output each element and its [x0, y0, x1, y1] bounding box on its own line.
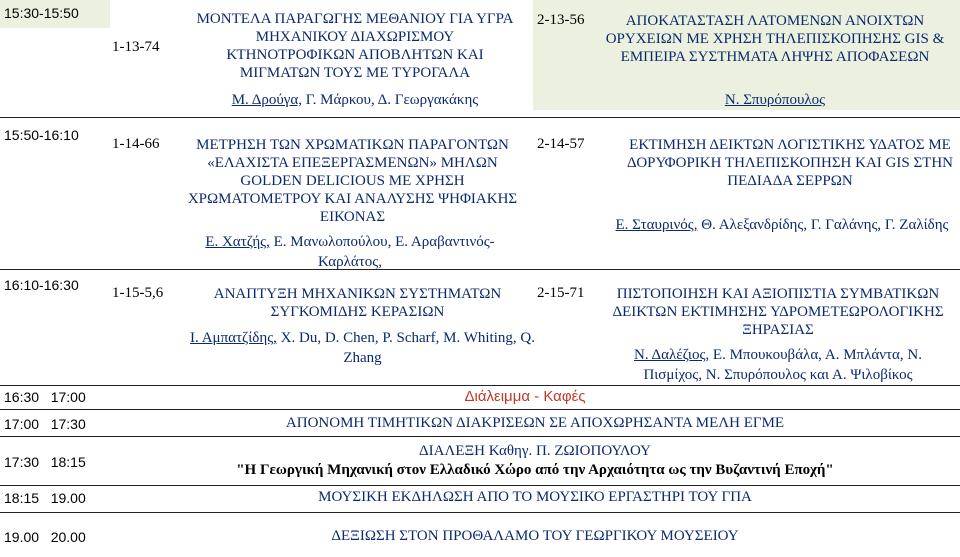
- paper-code: 1-15-5,6: [112, 285, 164, 301]
- reception-label: ΔΕΞΙΩΣΗ ΣΤΟΝ ΠΡΟΘΑΛΑΜΟ ΤΟΥ ΓΕΩΡΓΙΚΟΥ ΜΟΥΣΕΙΟΥ: [331, 528, 739, 544]
- coauthor-names: Θ. Αλεξανδρίδης, Γ. Γαλάνης, Γ. Ζαλίδης: [697, 217, 949, 233]
- row-time: 17:00 17:30: [4, 416, 86, 432]
- coauthor-names: Ε. Μανωλοπούλου, Ε. Αραβαντινός-Καρλάτος,: [269, 234, 495, 270]
- paper-title: ΑΝΑΠΤΥΞΗ ΜΗΧΑΝΙΚΩΝ ΣΥΣΤΗΜΑΤΩΝ ΣΥΓΚΟΜΙΔΗΣ ΚΕΡΑΣΙΩΝ: [213, 286, 502, 320]
- paper-title: ΜΕΤΡΗΣΗ ΤΩΝ ΧΡΩΜΑΤΙΚΩΝ ΠΑΡΑΓΟΝΤΩΝ «ΕΛΑΧΙΣΤΑ ΕΠΕΞΕΡΓΑΣΜΕΝΩΝ» ΜΗΛΩΝ GOLDEN DELICIOUS ΜΕ ΧΡΗΣΗ ΧΡΩΜΑΤΟΜΕΤΡΟΥ ΚΑΙ ΑΝΑΛΥΣΗΣ ΨΗΦΙΑΚΗΣ ΕΙΚΟΝΑΣ: [187, 137, 518, 225]
- lecture-speaker: ΔΙΑΛΕΞΗ Καθηγ. Π. ΖΩΙΟΠΟΥΛΟΥ: [419, 443, 651, 459]
- row-time: 16:10-16:30: [4, 277, 79, 293]
- row-divider: [0, 512, 960, 513]
- paper-title: ΑΠΟΚΑΤΑΣΤΑΣΗ ΛΑΤΟΜΕΝΩΝ ΑΝΟΙΧΤΩΝ ΟΡΥΧΕΙΩΝ ΜΕ ΧΡΗΣΗ ΤΗΛΕΠΙΣΚΟΠΗΣΗΣ GIS & ΕΜΠΕΙΡΑ ΣΥΣΤΗΜΑΤΑ ΛΗΨΗΣ ΑΠΟΦΑΣΕΩΝ: [605, 13, 945, 65]
- paper-title: ΠΙΣΤΟΠΟΙΗΣΗ ΚΑΙ ΑΞΙΟΠΙΣΤΙΑ ΣΥΜΒΑΤΙΚΩΝ ΔΕΙΚΤΩΝ ΕΚΤΙΜΗΣΗΣ ΥΔΡΟΜΕΤΕΩΡΟΛΟΓΙΚΗΣ ΞΗΡΑΣΙΑΣ: [612, 286, 944, 338]
- paper-authors: [180, 232, 520, 272]
- row-time: 18:15 19.00: [4, 490, 86, 506]
- row-time: 19.00 20.00: [4, 529, 86, 545]
- paper-authors: [190, 90, 520, 110]
- coffee-break-label: Διάλειμμα - Καφές: [464, 388, 586, 405]
- row-divider: [0, 385, 960, 386]
- paper-title: ΕΚΤΙΜΗΣΗ ΔΕΙΚΤΩΝ ΛΟΓΙΣΤΙΚΗΣ ΥΔΑΤΟΣ ΜΕ ΔΟΡΥΦΟΡΙΚΗ ΤΗΛΕΠΙΣΚΟΠΗΣΗ ΚΑΙ GIS ΣΤΗΝ ΠΕΔΙΑΔΑ ΣΕΡΡΩΝ: [626, 137, 954, 189]
- row-divider: [0, 117, 960, 118]
- row-divider: [0, 409, 960, 410]
- music-event-label: ΜΟΥΣΙΚΗ ΕΚΔΗΛΩΣΗ ΑΠΟ ΤΟ ΜΟΥΣΙΚΟ ΕΡΓΑΣΤΗΡΙ ΤΟΥ ΓΠΑ: [318, 489, 752, 505]
- presenter-name: Ε. Σταυρινός,: [615, 217, 698, 233]
- presenter-name: Μ. Δρούγα,: [231, 92, 303, 108]
- row-time: 15:30-15:50: [4, 5, 79, 21]
- lecture-topic: "Η Γεωργική Μηχανική στον Ελλαδικό Χώρο από την Αρχαιότητα ως την Βυζαντινή Εποχή": [236, 462, 834, 478]
- paper-code: 2-15-71: [537, 285, 585, 301]
- paper-title: ΜΟΝΤΕΛΑ ΠΑΡΑΓΩΓΗΣ ΜΕΘΑΝΙΟΥ ΓΙΑ ΥΓΡΑ ΜΗΧΑΝΙΚΟΥ ΔΙΑΧΩΡΙΣΜΟΥ ΚΤΗΝΟΤΡΟΦΙΚΩΝ ΑΠΟΒΛΗΤΩΝ ΚΑΙ ΜΙΓΜΑΤΩΝ ΤΟΥΣ ΜΕ ΤΥΡΟΓΑΛΑ: [196, 11, 514, 81]
- row-divider: [0, 269, 960, 270]
- presenter-name: Ν. Σπυρόπουλος: [724, 92, 826, 108]
- paper-authors: [608, 215, 956, 235]
- row-time: 15:50-16:10: [4, 127, 79, 143]
- coauthor-names: X. Du, D. Chen, P. Scharf, M. Whiting, Q. Zhang: [276, 330, 535, 366]
- presenter-name: Ε. Χατζής,: [205, 234, 270, 250]
- row-time: 17:30 18:15: [4, 454, 86, 470]
- paper-code: 2-13-56: [537, 12, 585, 28]
- presenter-name: Ι. Αμπατζίδης,: [190, 330, 277, 346]
- paper-code: 1-13-74: [112, 39, 160, 55]
- paper-authors: [600, 90, 950, 110]
- row-divider: [0, 485, 960, 486]
- coauthor-names: Ε. Μπουκουβάλα, Α. Μπλάντα, Ν. Πισμίχος, Ν. Σπυρόπουλος και Α. Ψιλοβίκος: [643, 347, 922, 383]
- paper-authors: [190, 328, 535, 368]
- row-divider: [0, 436, 960, 437]
- paper-authors: [608, 345, 948, 385]
- paper-code: 2-14-57: [537, 136, 585, 152]
- row-time: 16:30 17:00: [4, 389, 86, 405]
- coauthor-names: Γ. Μάρκου, Δ. Γεωργακάκης: [302, 92, 479, 108]
- presenter-name: Ν. Δαλέζιος,: [634, 347, 710, 363]
- awards-ceremony-label: ΑΠΟΝΟΜΗ ΤΙΜΗΤΙΚΩΝ ΔΙΑΚΡΙΣΕΩΝ ΣΕ ΑΠΟΧΩΡΗΣΑΝΤΑ ΜΕΛΗ ΕΓΜΕ: [285, 415, 785, 431]
- paper-code: 1-14-66: [112, 136, 160, 152]
